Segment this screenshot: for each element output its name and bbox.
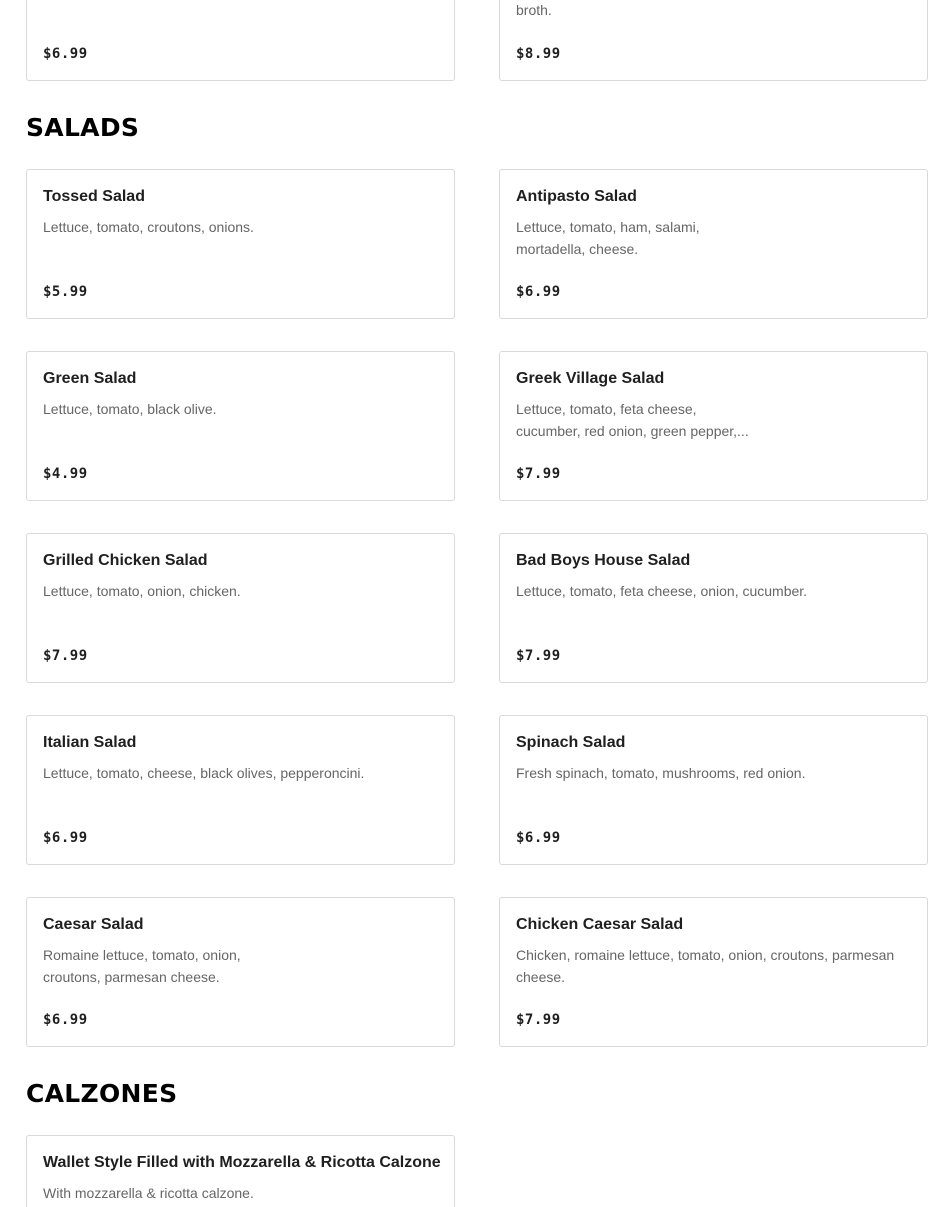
item-price: $6.99: [43, 830, 88, 846]
item-price: $8.99: [516, 46, 561, 62]
item-description: Chicken, romaine lettuce, tomato, onion, croutons, parmesan cheese.: [516, 947, 895, 985]
item-description: broth.: [516, 2, 552, 18]
item-name: Green Salad: [43, 370, 137, 387]
menu-item-tossed-salad[interactable]: [26, 169, 455, 319]
item-description: Lettuce, tomato, onion, chicken.: [43, 583, 241, 599]
menu-item-grilled-chicken-salad[interactable]: [26, 533, 455, 683]
section-title-salads: SALADS: [26, 113, 140, 142]
menu-item-spinach-salad[interactable]: [499, 715, 928, 865]
menu-item-card[interactable]: [26, 0, 455, 81]
item-price: $4.99: [43, 466, 88, 482]
item-description: Lettuce, tomato, croutons, onions.: [43, 219, 254, 235]
menu-item-green-salad[interactable]: [26, 351, 455, 501]
item-description: Lettuce, tomato, ham, salami, mortadella, cheese.: [516, 219, 700, 257]
section-title-calzones: CALZONES: [26, 1079, 178, 1108]
item-price: $7.99: [43, 648, 88, 664]
item-name: Spinach Salad: [516, 734, 626, 751]
item-description: Lettuce, tomato, feta cheese, onion, cucumber.: [516, 583, 808, 599]
item-description: With mozzarella & ricotta calzone.: [43, 1185, 254, 1201]
menu-item-bad-boys-house-salad[interactable]: [499, 533, 928, 683]
item-name: Grilled Chicken Salad: [43, 552, 208, 569]
item-name: Antipasto Salad: [516, 188, 637, 205]
item-name: Italian Salad: [43, 734, 137, 751]
item-description: Fresh spinach, tomato, mushrooms, red onion.: [516, 765, 806, 781]
item-price: $7.99: [516, 466, 561, 482]
menu-item-chicken-caesar-salad[interactable]: [499, 897, 928, 1047]
menu-item-card[interactable]: [499, 0, 928, 81]
menu-item-italian-salad[interactable]: [26, 715, 455, 865]
item-price: $5.99: [43, 284, 88, 300]
item-name: Wallet Style Filled with Mozzarella & Ricotta Calzone: [43, 1154, 441, 1171]
item-name: Tossed Salad: [43, 188, 145, 205]
item-name: Chicken Caesar Salad: [516, 916, 684, 933]
item-price: $7.99: [516, 1012, 561, 1028]
item-price: $6.99: [516, 284, 561, 300]
item-name: Caesar Salad: [43, 916, 144, 933]
item-name: Bad Boys House Salad: [516, 552, 691, 569]
item-description: Lettuce, tomato, cheese, black olives, pepperoncini.: [43, 765, 365, 781]
item-description: Lettuce, tomato, black olive.: [43, 401, 217, 417]
item-price: $6.99: [43, 1012, 88, 1028]
menu-item-mozzarella-ricotta-calzone[interactable]: [26, 1135, 455, 1207]
item-price: $6.99: [43, 46, 88, 62]
item-description: Lettuce, tomato, feta cheese, cucumber, red onion, green pepper,...: [516, 401, 749, 439]
menu-item-greek-village-salad[interactable]: [499, 351, 928, 501]
menu-item-antipasto-salad[interactable]: [499, 169, 928, 319]
item-price: $6.99: [516, 830, 561, 846]
item-name: Greek Village Salad: [516, 370, 665, 387]
item-price: $7.99: [516, 648, 561, 664]
item-description: Romaine lettuce, tomato, onion, croutons, parmesan cheese.: [43, 947, 241, 985]
menu-item-caesar-salad[interactable]: [26, 897, 455, 1047]
